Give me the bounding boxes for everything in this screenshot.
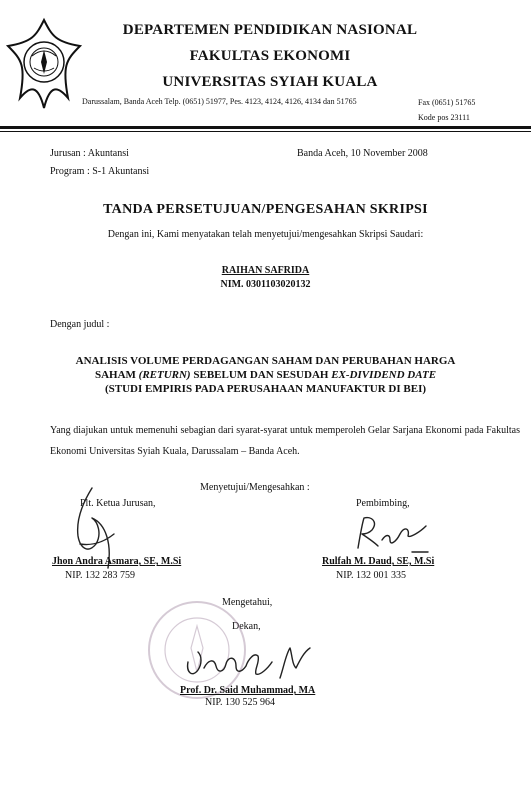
place-date: Banda Aceh, 10 November 2008 bbox=[297, 148, 428, 159]
known-label: Mengetahui, bbox=[222, 597, 273, 608]
dean-nip: NIP. 130 525 964 bbox=[205, 697, 276, 708]
intro-text: Dengan ini, Kami menyatakan telah menyetujui/mengesahkan Skripsi Saudari: bbox=[107, 229, 424, 240]
right-name: Rulfah M. Daud, SE, M.Si bbox=[322, 556, 435, 567]
purpose-paragraph: Yang diajukan untuk memenuhi sebagian dari syarat-syarat untuk memperoleh Gelar Sarjana Ekonomi pada Fakultas Ekonomi Universitas Syiah Kuala, Darussalam – Banda Aceh. bbox=[50, 425, 520, 457]
university-logo bbox=[4, 16, 84, 112]
header-rule-thick bbox=[0, 126, 531, 129]
dean-name: Prof. Dr. Said Muhammad, MA bbox=[180, 685, 316, 696]
right-signature bbox=[350, 512, 440, 556]
header-rule-thin bbox=[0, 131, 531, 132]
student-nim: NIM. 0301103020132 bbox=[220, 279, 311, 290]
thesis-title-line-3: (STUDI EMPIRIS PADA PERUSAHAAN MANUFAKTUR DI BEI) bbox=[104, 383, 427, 395]
dean-signature bbox=[180, 638, 320, 684]
letterhead-line-1: DEPARTEMEN PENDIDIKAN NASIONAL bbox=[122, 22, 418, 38]
thesis-title-line-1: ANALISIS VOLUME PERDAGANGAN SAHAM DAN PERUBAHAN HARGA bbox=[75, 355, 456, 367]
document-title: TANDA PERSETUJUAN/PENGESAHAN SKRIPSI bbox=[103, 202, 428, 217]
postal-code: Kode pos 23111 bbox=[418, 113, 470, 122]
right-role: Pembimbing, bbox=[356, 498, 410, 509]
left-nip: NIP. 132 283 759 bbox=[65, 570, 136, 581]
left-name: Jhon Andra Asmara, SE, M.Si bbox=[52, 556, 182, 567]
thesis-title bbox=[0, 354, 531, 396]
student-name: RAIHAN SAFRIDA bbox=[221, 265, 310, 276]
approve-label: Menyetujui/Mengesahkan : bbox=[200, 482, 310, 493]
dean-role: Dekan, bbox=[232, 621, 261, 632]
judul-label: Dengan judul : bbox=[50, 319, 110, 330]
thesis-title-line-2: SAHAM (RETURN) SEBELUM DAN SESUDAH EX-DIVIDEND DATE bbox=[94, 369, 437, 381]
letterhead-line-2: FAKULTAS EKONOMI bbox=[189, 48, 351, 64]
jurusan-line: Jurusan : Akuntansi bbox=[50, 148, 129, 159]
letterhead-contact bbox=[418, 95, 475, 125]
letterhead-line-3: UNIVERSITAS SYIAH KUALA bbox=[162, 74, 378, 90]
program-line: Program : S-1 Akuntansi bbox=[50, 166, 150, 177]
right-nip: NIP. 132 001 335 bbox=[336, 570, 407, 581]
letterhead-address: Darussalam, Banda Aceh Telp. (0651) 51977, Pes. 4123, 4124, 4126, 4134 dan 51765 bbox=[82, 97, 357, 106]
fax-number: Fax (0651) 51765 bbox=[418, 98, 476, 107]
left-role: Plt. Ketua Jurusan, bbox=[80, 498, 156, 509]
